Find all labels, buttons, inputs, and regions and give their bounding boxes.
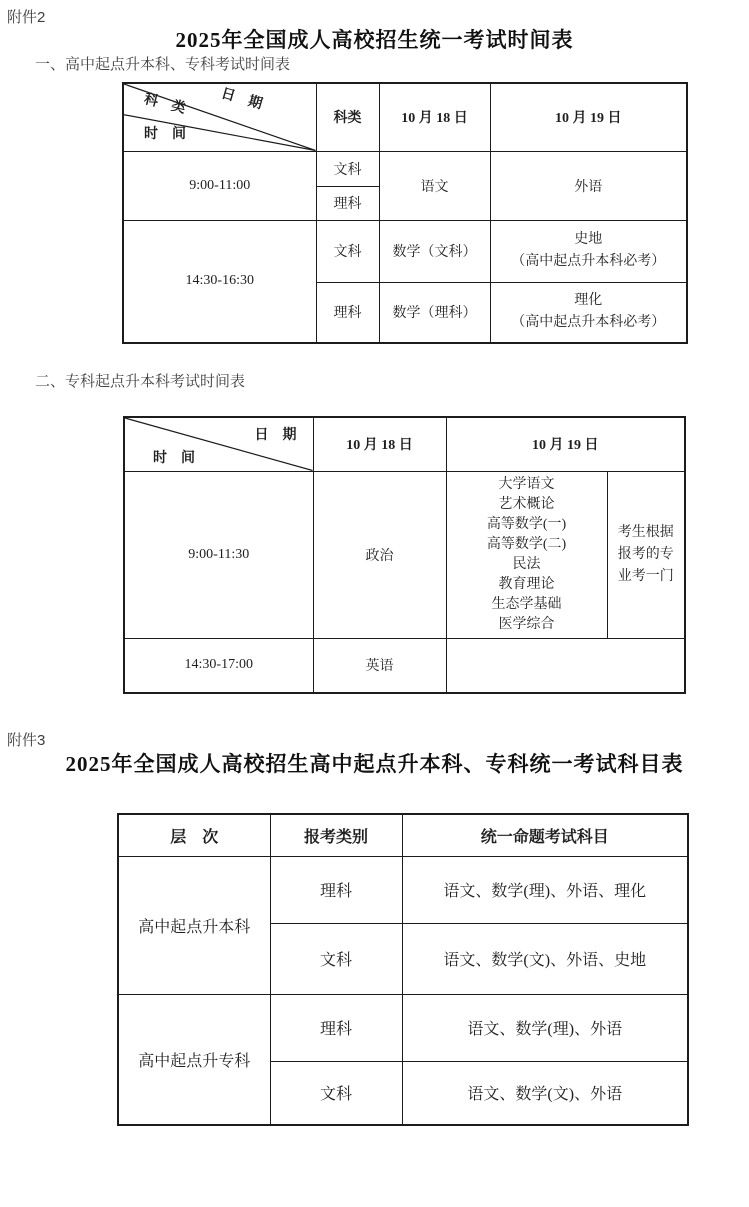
category-cell-wenke-pm: 文科 (316, 220, 379, 282)
subject-item: 大学语文 (498, 476, 555, 492)
subject-item: 民法 (512, 556, 541, 572)
subject-cell-english: 英语 (313, 638, 446, 693)
corner-cell-date-time (124, 417, 313, 471)
choose-one-note-cell (607, 471, 685, 638)
subject-list-cell (446, 471, 607, 638)
column-header-category: 科类 (316, 83, 379, 151)
subjects-cell: 语文、数学(理)、外语 (402, 994, 688, 1061)
corner-cell-category-date-time (123, 83, 316, 151)
category-cell-wenke: 文科 (270, 923, 402, 994)
category-cell-wenke: 文科 (270, 1061, 402, 1125)
subject-name: 理化 (574, 293, 603, 309)
time-cell-morning: 9:00-11:00 (123, 151, 316, 220)
subject-cell-math-science: 数学（理科） (379, 282, 490, 343)
college-start-exam-timetable (123, 416, 686, 694)
column-header-category: 报考类别 (270, 814, 402, 856)
category-cell-like: 理科 (316, 186, 379, 220)
time-cell-afternoon: 14:30-16:30 (123, 220, 316, 343)
hs-start-exam-timetable (122, 82, 688, 344)
column-header-oct18: 10 月 18 日 (313, 417, 446, 471)
level-cell-zhuanke: 高中起点升专科 (118, 994, 270, 1125)
subject-cell-history-geo (490, 220, 687, 282)
column-header-oct19: 10 月 19 日 (490, 83, 687, 151)
subjects-cell: 语文、数学(理)、外语、理化 (402, 856, 688, 923)
subject-cell-math-liberal: 数学（文科） (379, 220, 490, 282)
exam-timetable-title: 2025年全国成人高校招生统一考试时间表 (175, 28, 574, 52)
exam-subject-table (117, 813, 689, 1126)
subject-item: 高等数学(一) (486, 516, 567, 532)
subjects-cell: 语文、数学(文)、外语 (402, 1061, 688, 1125)
category-cell-wenke: 文科 (316, 151, 379, 186)
empty-cell (446, 638, 685, 693)
level-cell-benke: 高中起点升本科 (118, 856, 270, 994)
subject-item: 教育理论 (498, 576, 555, 592)
subject-cell-physics-chem (490, 282, 687, 343)
corner-category-label: 科 类 (142, 92, 187, 117)
subject-cell-politics: 政治 (313, 471, 446, 638)
note-line: 考生根据 (617, 524, 674, 540)
subject-note: （高中起点升本科必考） (511, 315, 666, 331)
attachment-2-label: 附件2 (7, 9, 46, 26)
subject-name: 史地 (574, 232, 603, 247)
subject-cell-oct19-morning: 外语 (490, 151, 687, 220)
subject-table-title: 2025年全国成人高校招生高中起点升本科、专科统一考试科目表 (65, 752, 684, 776)
time-cell-afternoon: 14:30-17:00 (124, 638, 313, 693)
column-header-oct19: 10 月 19 日 (446, 417, 685, 471)
note-line: 业考一门 (617, 568, 674, 584)
subject-item: 艺术概论 (498, 496, 555, 512)
corner-date-label: 日 期 (219, 86, 264, 113)
column-header-subjects: 统一命题考试科目 (402, 814, 688, 856)
corner-time-label: 时 间 (144, 126, 186, 142)
subject-item: 高等数学(二) (486, 536, 567, 552)
category-cell-like-pm: 理科 (316, 282, 379, 343)
section-2-heading: 二、专科起点升本科考试时间表 (35, 373, 246, 390)
corner-time-label: 时 间 (153, 450, 195, 466)
time-cell-morning: 9:00-11:30 (124, 471, 313, 638)
subjects-cell: 语文、数学(文)、外语、史地 (402, 923, 688, 994)
subject-cell-oct18-morning: 语文 (379, 151, 490, 220)
section-1-heading: 一、高中起点升本科、专科考试时间表 (35, 56, 291, 73)
column-header-level: 层 次 (118, 814, 270, 856)
attachment-3-label: 附件3 (7, 732, 46, 749)
subject-note: （高中起点升本科必考） (511, 254, 666, 269)
subject-item: 生态学基础 (491, 596, 562, 612)
subject-item: 医学综合 (498, 616, 555, 632)
category-cell-like: 理科 (270, 856, 402, 923)
column-header-oct18: 10 月 18 日 (379, 83, 490, 151)
corner-date-label: 日 期 (254, 428, 297, 443)
category-cell-like: 理科 (270, 994, 402, 1061)
note-line: 报考的专 (617, 546, 674, 562)
